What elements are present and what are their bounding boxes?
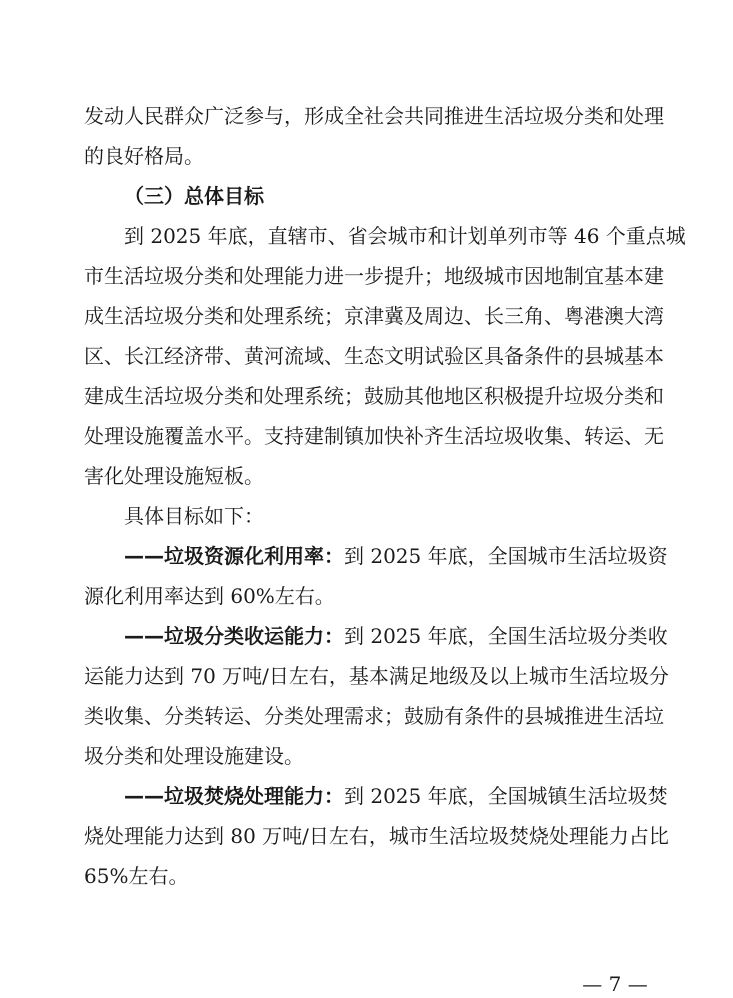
target-incineration-capacity-line-2: 烧处理能力达到 80 万吨/日左右，城市生活垃圾焚烧处理能力占比 — [84, 824, 669, 848]
overall-target-line-1: 到 2025 年底，直辖市、省会城市和计划单列市等 46 个重点城 — [124, 224, 686, 248]
target-resource-utilization-title: ——垃圾资源化利用率： — [124, 544, 344, 568]
paragraph-continuation-line-2: 的良好格局。 — [84, 144, 204, 168]
specific-targets-intro: 具体目标如下： — [124, 504, 264, 528]
target-incineration-capacity-line-1: ——垃圾焚烧处理能力：到 2025 年底，全国城镇生活垃圾焚 — [124, 784, 668, 808]
target-incineration-capacity-title: ——垃圾焚烧处理能力： — [124, 784, 344, 808]
target-collection-capacity-title: ——垃圾分类收运能力： — [124, 624, 344, 648]
target-resource-utilization-line-1: ——垃圾资源化利用率：到 2025 年底，全国城市生活垃圾资 — [124, 544, 668, 568]
overall-target-line-7: 害化处理设施短板。 — [84, 464, 264, 488]
overall-target-line-3: 成生活垃圾分类和处理系统；京津冀及周边、长三角、粤港澳大湾 — [84, 304, 664, 328]
page-number: — 7 — — [582, 972, 648, 996]
target-collection-capacity-line-2: 运能力达到 70 万吨/日左右，基本满足地级及以上城市生活垃圾分 — [84, 664, 669, 688]
target-resource-utilization-line-2: 源化利用率达到 60%左右。 — [84, 584, 335, 608]
target-collection-capacity-line-1: ——垃圾分类收运能力：到 2025 年底，全国生活垃圾分类收 — [124, 624, 668, 648]
paragraph-continuation-line-1: 发动人民群众广泛参与，形成全社会共同推进生活垃圾分类和处理 — [84, 104, 664, 128]
overall-target-line-2: 市生活垃圾分类和处理能力进一步提升；地级城市因地制宜基本建 — [84, 264, 664, 288]
overall-target-line-5: 建成生活垃圾分类和处理系统；鼓励其他地区积极提升垃圾分类和 — [84, 384, 664, 408]
target-collection-capacity-line-4: 圾分类和处理设施建设。 — [84, 744, 304, 768]
target-incineration-capacity-line-3: 65%左右。 — [84, 864, 189, 888]
target-collection-capacity-line-3: 类收集、分类转运、分类处理需求；鼓励有条件的县城推进生活垃 — [84, 704, 664, 728]
overall-target-line-6: 处理设施覆盖水平。支持建制镇加快补齐生活垃圾收集、转运、无 — [84, 424, 664, 448]
section-heading: （三）总体目标 — [124, 184, 264, 208]
overall-target-line-4: 区、长江经济带、黄河流域、生态文明试验区具备条件的县城基本 — [84, 344, 664, 368]
